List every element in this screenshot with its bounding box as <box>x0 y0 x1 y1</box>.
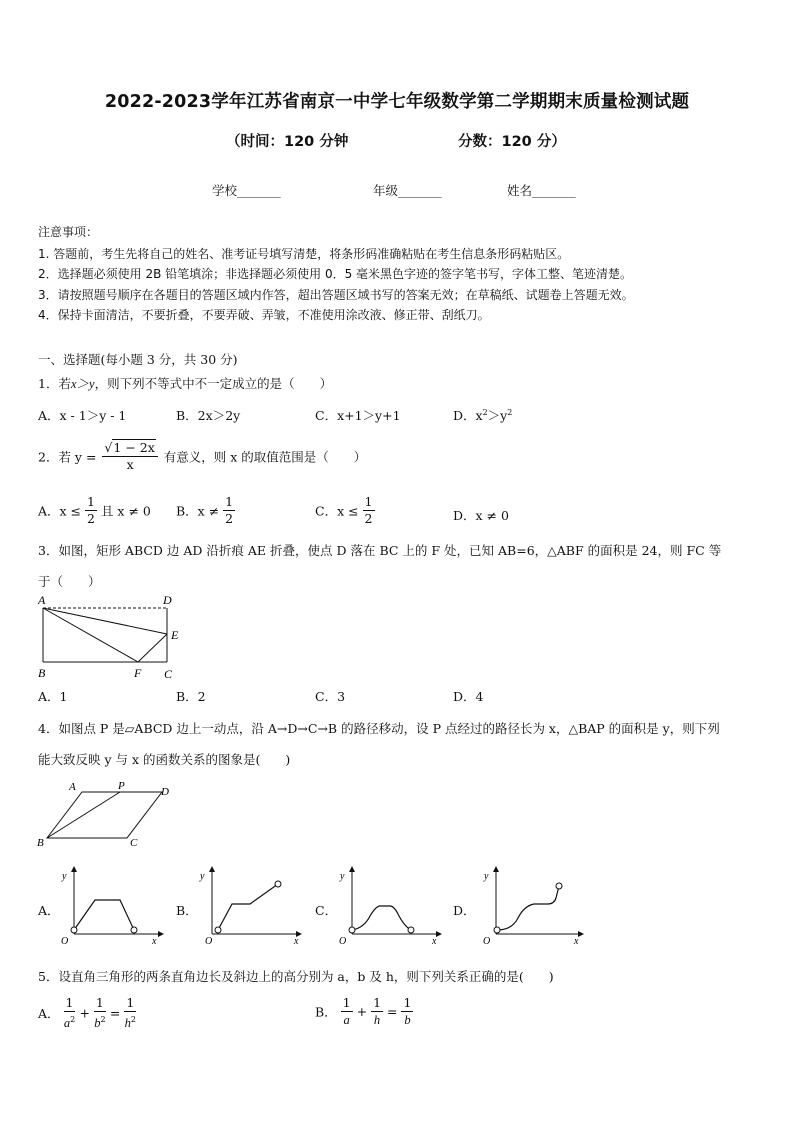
q5-a-sq1: 2 <box>70 1015 76 1024</box>
q5-a-sq3: 2 <box>130 1015 136 1024</box>
graph-d-origin: O <box>483 936 491 946</box>
q4-option-a: A． <box>38 903 60 918</box>
graph-c-x-label: x <box>432 936 437 946</box>
graph-b-y-arrow <box>209 866 215 872</box>
q1-option-a: A．x - 1＞y - 1 <box>38 408 127 423</box>
q2-a-suffix: 且 x ≠ 0 <box>100 503 151 519</box>
q2-option-b <box>176 494 235 527</box>
q1-option-d <box>453 406 512 424</box>
q3-line-fe <box>138 634 167 662</box>
q5-b-frac1-num: 1 <box>342 995 351 1010</box>
q5-b-frac2-den <box>371 1012 383 1028</box>
q5-a-plus: + <box>79 1005 90 1021</box>
q5-a-frac2-den <box>94 1012 106 1031</box>
q5-b-frac3-den <box>401 1012 413 1028</box>
note-item: 2．选择题必须使用 2B 铅笔填涂；非选择题必须使用 0．5 毫米黑色字迹的签字笔书写，字体工整、笔迹清楚。 <box>38 267 633 281</box>
graph-a-y-label: y <box>62 871 67 882</box>
grade-field: 年级_______ <box>373 183 442 198</box>
graph-a-start-point <box>71 927 77 933</box>
q2-fraction-den: x <box>126 457 134 472</box>
exam-score: 分数：120 分） <box>458 134 566 150</box>
graph-d-x-label: x <box>574 936 579 946</box>
graph-d-y-arrow <box>493 866 499 872</box>
q2-a-fraction <box>85 494 97 527</box>
q5-a-frac1-num: 1 <box>65 995 74 1010</box>
graph-b-start-point <box>215 927 221 933</box>
graph-b-end-point <box>275 881 281 887</box>
q5-a-frac3-den <box>124 1012 136 1031</box>
graph-d-start-point <box>494 927 500 933</box>
q2-option-a <box>38 494 151 527</box>
graph-a-curve <box>74 900 134 930</box>
q1-option-d-exp: 2 <box>482 407 488 417</box>
q5-b-frac3-num: 1 <box>403 995 412 1010</box>
graph-c-y-arrow <box>349 866 355 872</box>
q3-label-d: D <box>163 593 172 607</box>
q2-option-c <box>315 494 375 527</box>
q5-b-eq: = <box>387 1004 398 1019</box>
q5-b-prefix: B． <box>315 1004 337 1020</box>
graph-b-curve <box>218 884 278 930</box>
graph-d-curve <box>497 886 559 930</box>
q3-option-b: B．2 <box>176 689 206 704</box>
q2-a-den: 2 <box>87 511 95 526</box>
q2-a-num: 1 <box>87 494 95 509</box>
q3-label-b: B <box>38 666 46 680</box>
q2-c-num: 1 <box>364 494 373 509</box>
q3-option-a: A．1 <box>38 689 68 704</box>
q3-label-f: F <box>134 666 142 680</box>
graph-a-y-arrow <box>71 866 77 872</box>
graph-c-curve <box>352 906 411 930</box>
graph-c-start-point <box>349 927 355 933</box>
q5-b-var-h: h <box>373 1013 381 1027</box>
q4-label-c: C <box>130 837 138 849</box>
school-field: 学校_______ <box>212 183 281 198</box>
q5-a-var-b: b <box>94 1016 101 1031</box>
q4-option-b: B． <box>176 903 198 918</box>
q1-stem-prefix: 1．若 <box>38 376 71 391</box>
q5-a-frac3-num: 1 <box>126 995 135 1010</box>
question-5-stem: 5．设直角三角形的两条直角边长及斜边上的高分别为 a，b 及 h，则下列关系正确的是( ) <box>38 969 554 984</box>
q3-option-c: C．3 <box>315 689 346 704</box>
q5-b-var-a: a <box>343 1013 350 1027</box>
q2-b-fraction <box>223 494 235 527</box>
q4-option-d: D． <box>453 903 476 918</box>
q4-graph-c <box>336 862 446 946</box>
q1-option-b: B．2x＞2y <box>176 408 241 423</box>
notes-heading: 注意事项： <box>38 225 99 239</box>
q5-a-frac1 <box>64 995 76 1031</box>
q3-label-a: A <box>38 593 46 607</box>
question-3-line2: 于（ ） <box>38 574 101 589</box>
q3-label-c: C <box>164 667 173 681</box>
page-title: 2022-2023学年江苏省南京一中学七年级数学第二学期期末质量检测试题 <box>104 92 690 112</box>
question-2-stem <box>38 440 366 484</box>
q5-b-var-b: b <box>404 1013 411 1027</box>
q4-parallelogram <box>47 792 162 838</box>
graph-c-origin: O <box>339 936 347 946</box>
q3-line-af <box>43 608 138 662</box>
graph-d-y-label: y <box>484 871 489 882</box>
q5-b-frac1 <box>341 995 353 1028</box>
graph-a-end-point <box>131 927 137 933</box>
q2-c-den: 2 <box>364 511 373 526</box>
q5-a-eq: = <box>109 1005 121 1021</box>
q1-stem-var: x＞y <box>70 377 95 391</box>
question-3-line1: 3．如图，矩形 ABCD 边 AD 沿折痕 AE 折叠，使点 D 落在 BC 上的 F 处，已知 AB=6，△ABF 的面积是 24，则 FC 等 <box>38 543 722 558</box>
section-title: 一、选择题(每小题 3 分，共 30 分) <box>38 352 238 367</box>
graph-c-x-arrow <box>436 931 442 937</box>
q2-b-num: 1 <box>225 494 234 509</box>
q1-option-c: C．x+1＞y+1 <box>315 408 401 423</box>
q4-label-p: P <box>118 780 125 792</box>
q5-b-frac3 <box>401 995 413 1028</box>
q2-c-prefix: C．x ≤ <box>315 503 359 519</box>
q2-option-d: D．x ≠ 0 <box>453 508 509 523</box>
q5-a-prefix: A． <box>38 1006 60 1022</box>
graph-a-origin: O <box>61 936 69 946</box>
q5-b-frac2-num: 1 <box>373 995 382 1010</box>
q5-a-sq2: 2 <box>100 1015 106 1024</box>
q5-b-frac2 <box>371 995 383 1028</box>
name-field: 姓名_______ <box>507 183 576 198</box>
q1-option-d-y: ＞y <box>487 408 508 423</box>
q4-graph-d <box>472 862 586 946</box>
question-4-line1: 4．如图点 P 是▱ABCD 边上一动点，沿 A→D→C→B 的路径移动，设 P 点经过的路径长为 x，△BAP 的面积是 y，则下列 <box>38 721 720 736</box>
q2-c-fraction <box>363 494 375 527</box>
note-item: 4．保持卡面清洁，不要折叠，不要弄破、弄皱，不准使用涂改液、修正带、刮纸刀。 <box>38 308 490 322</box>
q5-a-var-h: h <box>124 1016 131 1031</box>
q2-b-prefix: B．x ≠ <box>176 503 220 519</box>
q4-parallelogram-figure <box>34 778 184 852</box>
q2-fraction-num: √1 − 2x <box>102 440 157 457</box>
q5-option-a <box>38 995 136 1031</box>
q5-option-b <box>315 995 413 1028</box>
graph-c-end-point <box>408 927 414 933</box>
q5-a-frac2 <box>94 995 106 1031</box>
q3-fold-ae <box>43 608 167 634</box>
q4-graph-b <box>196 862 306 946</box>
q5-a-frac3 <box>124 995 136 1031</box>
note-item: 1. 答题前，考生先将自己的姓名、准考证号填写清楚，将条形码准确粘贴在考生信息条形码粘贴区。 <box>38 247 570 261</box>
q1-stem-suffix: ，则下列不等式中不一定成立的是（ ） <box>94 376 333 391</box>
q5-a-var-a: a <box>63 1016 71 1031</box>
q3-rectangle-figure <box>34 592 194 684</box>
q2-stem-prefix: 2．若 y = <box>38 449 97 465</box>
question-1-stem <box>38 374 332 392</box>
q1-option-d-exp2: 2 <box>507 407 513 417</box>
q4-option-c: C． <box>315 903 338 918</box>
graph-b-x-label: x <box>294 936 299 946</box>
graph-d-end-point <box>556 883 562 889</box>
graph-a-x-arrow <box>158 931 164 937</box>
q2-b-den: 2 <box>225 511 234 526</box>
graph-b-y-label: y <box>200 871 205 882</box>
graph-a-x-label: x <box>152 936 157 946</box>
q3-option-d: D．4 <box>453 689 484 704</box>
q4-graph-a <box>58 862 168 946</box>
graph-d-x-arrow <box>578 931 584 937</box>
q2-fraction <box>102 440 157 473</box>
q2-a-prefix: A．x ≤ <box>38 503 82 519</box>
q4-label-d: D <box>161 786 169 798</box>
q3-label-e: E <box>171 628 179 642</box>
q5-b-plus: + <box>356 1004 368 1019</box>
q1-option-d-x: D．x <box>453 408 483 423</box>
q2-radicand: 1 − 2x <box>113 440 155 455</box>
q4-line-bp <box>47 792 120 838</box>
q5-a-frac2-num: 1 <box>95 995 104 1010</box>
question-4-line2: 能大致反映 y 与 x 的函数关系的图象是( ) <box>38 752 291 767</box>
graph-b-origin: O <box>205 936 213 946</box>
q5-a-frac1-den <box>64 1012 76 1031</box>
q4-label-a: A <box>69 781 76 793</box>
q4-label-b: B <box>37 837 44 849</box>
exam-time: （时间：120 分钟 <box>226 134 349 150</box>
q5-b-frac1-den <box>341 1012 353 1028</box>
q2-stem-suffix: 有意义，则 x 的取值范围是（ ） <box>163 449 367 465</box>
graph-c-y-label: y <box>340 871 345 882</box>
note-item: 3．请按照题号顺序在各题目的答题区域内作答，超出答题区域书写的答案无效；在草稿纸、试题卷上答题无效。 <box>38 288 634 302</box>
